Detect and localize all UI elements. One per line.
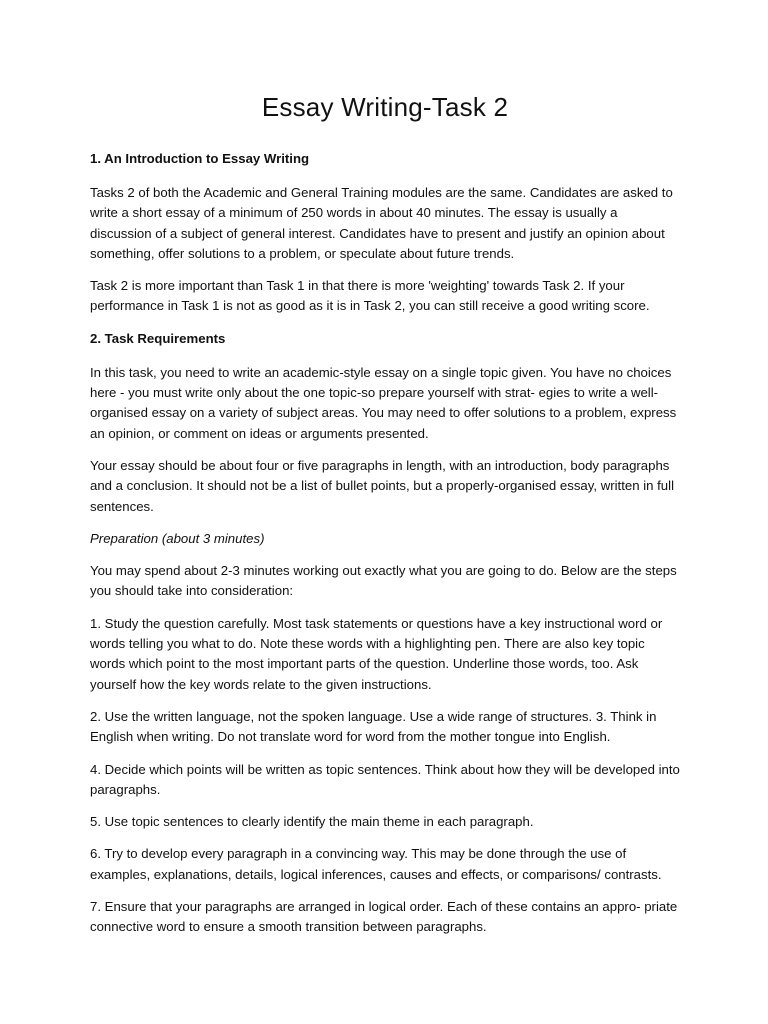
paragraph: Your essay should be about four or five paragraphs in length, with an introduction, body paragraphs and a conclusion. It should not be a list of bullet points, but a properly-organised essay, written in full sentences. — [90, 457, 675, 514]
paragraph: Tasks 2 of both the Academic and General Training modules are the same. Candidates are asked to write a short essay of a minimum of 250 words in about 40 minutes. The essay is usually a discussion of a subject of general interest. Candidates have to present and justify an opinion about something, offer solutions to a problem, or speculate about future trends. — [90, 185, 673, 261]
step-item: 2. Use the written language, not the spoken language. Use a wide range of structures. 3. Think in English when writing. Do not translate word for word from the mother tongue into English. — [90, 708, 657, 745]
paragraph: You may spend about 2-3 minutes working out exactly what you are going to do. Below are the steps you should take into consideration: — [90, 563, 677, 599]
paragraph: Task 2 is more important than Task 1 in that there is more 'weighting' towards Task 2. If your performance in Task 1 is not as good as it is in Task 2, you can still receive a good writing score. — [90, 278, 650, 314]
step-item: 1. Study the question carefully. Most task statements or questions have a key instructional word or words telling you what to do. Note these words with a highlighting pen. There are also key topic words which point to the most important parts of the question. Underline those words, too. Ask yourself how the key words relate to the given instructions. — [90, 615, 663, 692]
document-title: Essay Writing-Task 2 — [261, 92, 509, 122]
step-item: 4. Decide which points will be written as topic sentences. Think about how they will be developed into paragraphs. — [90, 761, 680, 797]
subheading-preparation: Preparation (about 3 minutes) — [90, 530, 265, 546]
section-heading-task-requirements: 2. Task Requirements — [90, 330, 226, 346]
paragraph: In this task, you need to write an academic-style essay on a single topic given. You have no choices here - you must write only about the one topic-so prepare yourself with strat- egies to write a well-organised essay on a variety of subject areas. You may need to offer solutions to a problem, express an opinion, or comment on ideas or arguments presented. — [90, 364, 677, 441]
step-item: 7. Ensure that your paragraphs are arranged in logical order. Each of these contains an appro- priate connective word to ensure a smooth transition between paragraphs. — [90, 899, 678, 935]
section-heading-introduction: 1. An Introduction to Essay Writing — [90, 151, 310, 166]
step-item: 6. Try to develop every paragraph in a convincing way. This may be done through the use of examples, explanations, details, logical inferences, causes and effects, or comparisons/ contrasts. — [90, 846, 662, 882]
step-item: 5. Use topic sentences to clearly identify the main theme in each paragraph. — [90, 814, 534, 830]
